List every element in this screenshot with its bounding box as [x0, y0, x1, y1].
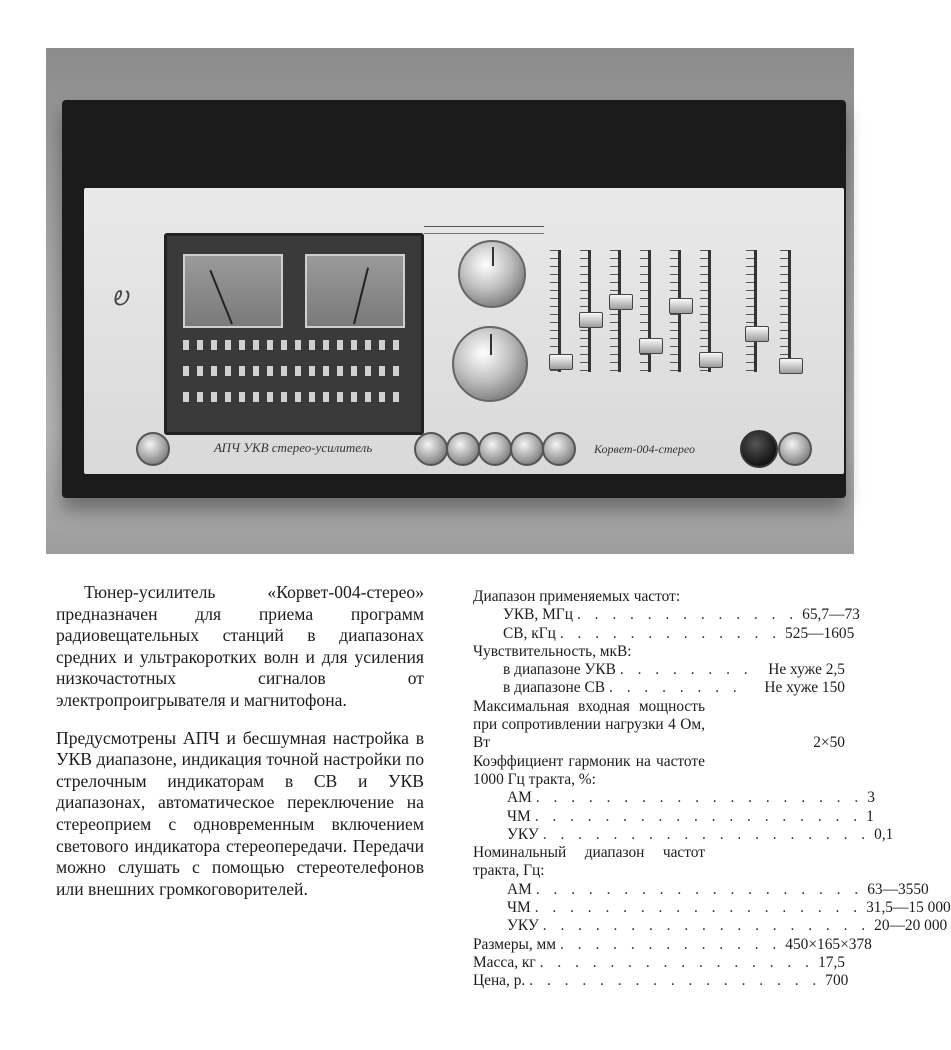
slider-cap[interactable] — [579, 312, 603, 328]
tuner-cabinet — [62, 100, 846, 498]
meter-display — [164, 233, 424, 435]
frequency-scale — [183, 366, 401, 376]
balance-knob[interactable] — [778, 432, 812, 466]
slider-track — [788, 250, 791, 372]
slider-cap[interactable] — [669, 298, 693, 314]
headphone-jack-knob[interactable] — [740, 430, 778, 468]
spec-row: Размеры, мм . . . . . . . . . . . . . 450×165×378 — [473, 935, 872, 953]
spec-heading: Диапазон применяемых частот: — [473, 588, 681, 605]
spec-row: Цена, р. . . . . . . . . . . . . . . . . . 700 — [473, 972, 849, 990]
spec-row: ЧМ . . . . . . . . . . . . . . . . . . . 31,5—15 000 — [507, 899, 951, 917]
spec-row: УКВ, МГц . . . . . . . . . . . . . 65,7—73 — [503, 606, 860, 624]
slider-cap[interactable] — [779, 358, 803, 374]
spec-row: АМ . . . . . . . . . . . . . . . . . . . 3 — [507, 789, 875, 807]
selector-knob[interactable] — [414, 432, 448, 466]
spec-row: в диапазоне СВ . . . . . . . . Не хуже 150 — [503, 679, 845, 697]
slider-cap[interactable] — [745, 326, 769, 342]
tuning-knob[interactable] — [458, 240, 526, 308]
brand-logo-mark: Ꭷ — [112, 288, 128, 310]
front-panel — [84, 188, 844, 474]
spec-row: СВ, кГц . . . . . . . . . . . . . 525—1605 — [503, 624, 855, 642]
spec-row: ЧМ . . . . . . . . . . . . . . . . . . . 1 — [507, 807, 874, 825]
panel-script-label: АПЧ УКВ стерео-усилитель — [214, 440, 373, 455]
left-tuning-meter — [183, 254, 283, 328]
spec-row: УКУ . . . . . . . . . . . . . . . . . . . 0,1 — [507, 825, 894, 843]
model-label: Корвет-004-стерео — [594, 442, 696, 456]
right-tuning-meter — [305, 254, 405, 328]
spec-row: УКУ . . . . . . . . . . . . . . . . . . . 20—20 000 — [507, 917, 948, 935]
selector-knob[interactable] — [542, 432, 576, 466]
slider-track — [618, 250, 621, 372]
spec-row: в диапазоне УКВ . . . . . . . . Не хуже 2,5 — [503, 661, 845, 679]
spec-table — [473, 588, 951, 991]
product-photo — [46, 48, 854, 554]
slider-cap[interactable] — [639, 338, 663, 354]
selector-knob[interactable] — [510, 432, 544, 466]
spec-row: Масса, кг . . . . . . . . . . . . . . . . 17,5 — [473, 953, 845, 971]
selector-knob[interactable] — [446, 432, 480, 466]
description-paragraph: Тюнер-усилитель «Корвет-004-стерео» предназначен для приема программ радиовещательных станций в диапазонах средних и ультракоротких волн и для усиления низкочастотных сигналов от электропроигрывателя и магнитофона. — [56, 582, 424, 710]
spec-row: Максимальная входная мощность при сопротивлении нагрузки 4 Ом, Вт 2×50 — [473, 697, 845, 752]
slider-track — [588, 250, 591, 372]
spec-row: АМ . . . . . . . . . . . . . . . . . . . 63—3550 — [507, 880, 929, 898]
product-description — [56, 582, 424, 916]
slider-cap[interactable] — [699, 352, 723, 368]
power-knob[interactable] — [136, 432, 170, 466]
slider-cap[interactable] — [609, 294, 633, 310]
spec-heading: Чувствительность, мкВ: — [473, 642, 632, 660]
frequency-scale — [183, 340, 401, 350]
volume-knob[interactable] — [452, 326, 528, 402]
description-paragraph: Предусмотрены АПЧ и бесшумная настройка в УКВ диапазоне, индикация точной настройки по стрелочным индикаторам в СВ и УКВ диапазонах, автоматическое переключение на стереоприем с одновременным включением светового индикатора стереопередачи. Передачи можно слушать с помощью стереотелефонов или внешних громкоговорителей. — [56, 727, 424, 899]
spec-heading: Номинальный диапазон частот тракта, Гц: — [473, 844, 705, 880]
slider-track — [754, 250, 757, 372]
spec-heading: Коэффициент гармоник на частоте 1000 Гц тракта, %: — [473, 752, 705, 788]
slider-cap[interactable] — [549, 354, 573, 370]
tuning-caption-line — [424, 226, 544, 234]
selector-knob[interactable] — [478, 432, 512, 466]
frequency-scale — [183, 392, 401, 402]
